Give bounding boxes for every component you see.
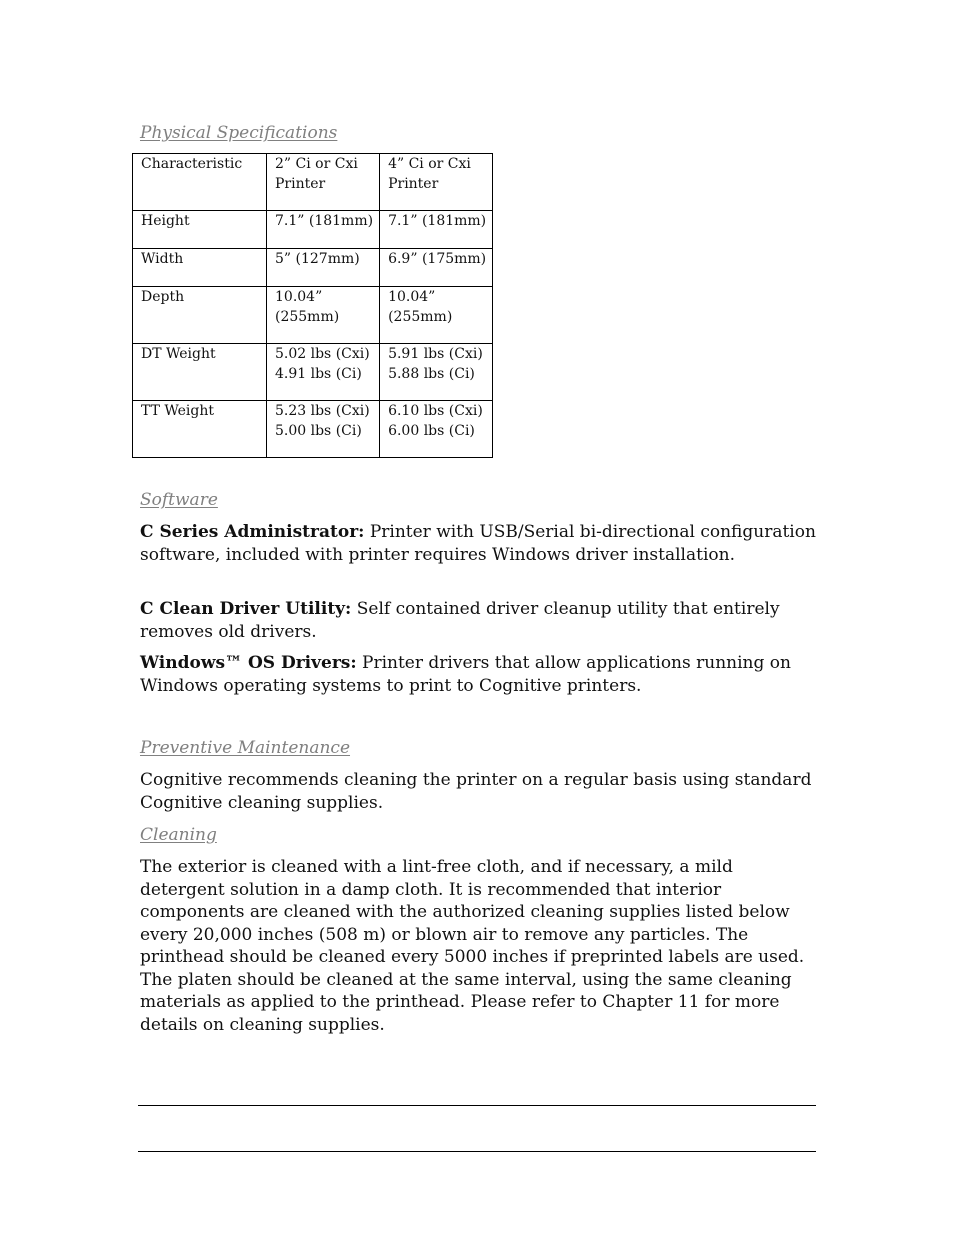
software-description: Printer with USB/Serial bi-directional configuration software, included with printer requires Windows driver installation. — [140, 522, 816, 565]
software-term: C Clean Driver Utility: — [140, 599, 352, 619]
table-cell: 6.9” (175mm) — [380, 249, 493, 287]
table-cell-label: DT Weight — [133, 344, 267, 401]
table-header-row — [133, 154, 493, 211]
table-cell-label: TT Weight — [133, 401, 267, 458]
software-item-windows-drivers — [140, 652, 820, 697]
table-cell-label: Depth — [133, 287, 267, 344]
table-header-cell: 2” Ci or Cxi Printer — [267, 154, 380, 211]
table-row — [133, 287, 493, 344]
table-header-cell: Characteristic — [133, 154, 267, 211]
table-cell: 10.04” (255mm) — [380, 287, 493, 344]
table-row — [133, 211, 493, 249]
table-cell: 5.91 lbs (Cxi) 5.88 lbs (Ci) — [380, 344, 493, 401]
table-header-cell: 4” Ci or Cxi Printer — [380, 154, 493, 211]
table-cell: 5.23 lbs (Cxi) 5.00 lbs (Ci) — [267, 401, 380, 458]
software-term: C Series Administrator: — [140, 522, 365, 542]
software-description: Printer drivers that allow applications running on Windows operating systems to print to Cognitive printers. — [140, 653, 791, 696]
table-cell: 5.02 lbs (Cxi) 4.91 lbs (Ci) — [267, 344, 380, 401]
table-row — [133, 401, 493, 458]
preventive-maintenance-paragraph: Cognitive recommends cleaning the printer on a regular basis using standard Cognitive cleaning supplies. — [140, 770, 812, 813]
software-item-administrator — [140, 521, 820, 566]
table-row — [133, 249, 493, 287]
table-cell: 7.1” (181mm) — [380, 211, 493, 249]
software-heading: Software — [140, 490, 218, 510]
table-cell: 6.10 lbs (Cxi) 6.00 lbs (Ci) — [380, 401, 493, 458]
cleaning-paragraph: The exterior is cleaned with a lint-free cloth, and if necessary, a mild detergent solution in a damp cloth. It is recommended that interior components are cleaned with the authorized cleaning supplies listed below every 20,000 inches (508 m) or blown air to remove any particles. The printhead should be cleaned every 5000 inches if preprinted labels are used. The platen should be cleaned at the same interval, using the same cleaning materials as applied to the printhead. Please refer to Chapter 11 for more details on cleaning supplies. — [140, 857, 805, 1035]
table-cell: 7.1” (181mm) — [267, 211, 380, 249]
software-term: Windows™ OS Drivers: — [140, 653, 357, 673]
table-cell-label: Height — [133, 211, 267, 249]
preventive-maintenance-heading: Preventive Maintenance — [140, 738, 351, 758]
physical-specifications-table — [132, 153, 493, 458]
table-cell: 5” (127mm) — [267, 249, 380, 287]
footer-divider — [138, 1105, 816, 1106]
software-description: Self contained driver cleanup utility that entirely removes old drivers. — [140, 599, 780, 642]
table-cell-label: Width — [133, 249, 267, 287]
cleaning-heading: Cleaning — [140, 825, 217, 845]
table-row — [133, 344, 493, 401]
table-cell: 10.04” (255mm) — [267, 287, 380, 344]
software-item-clean-driver-utility — [140, 598, 820, 643]
footer-divider — [138, 1151, 816, 1152]
physical-specifications-heading: Physical Specifications — [140, 123, 338, 143]
